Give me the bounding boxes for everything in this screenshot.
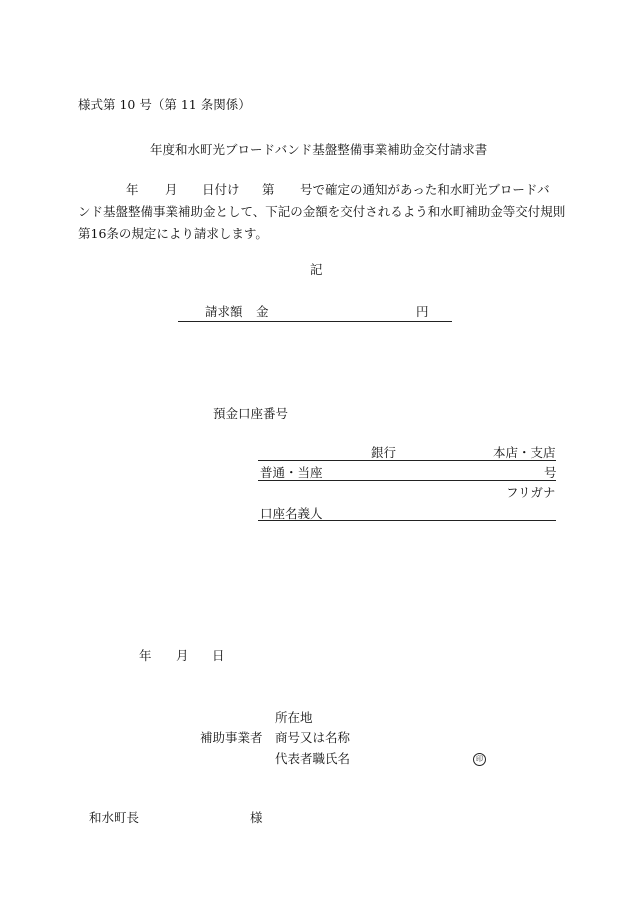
seal-mark: 印 [473,753,486,766]
bank-line-2 [258,480,556,481]
form-number: 様式第 10 号（第 11 条関係） [78,97,251,112]
addressee-name: 和水町長 [89,810,140,825]
body-line2: ンド基盤整備事業補助金として、下記の金額を交付されるよう和水町補助金等交付規則 [78,204,566,219]
request-kin: 金 [256,304,269,319]
bank-line-3 [258,520,556,521]
applicant-representative: 代表者職氏名 [275,751,351,766]
request-label: 請求額 [205,304,243,319]
body-line3: 第16条の規定により請求します。 [78,226,268,241]
addressee-sama: 様 [250,810,263,825]
bank-line-1 [258,460,556,461]
date-year: 年 [139,648,152,663]
date-day: 日 [212,648,225,663]
bank-branch: 本店・支店 [493,445,556,460]
bank-heading: 預金口座番号 [213,406,289,421]
body-day-dated: 日付け [202,182,240,197]
furigana-label: フリガナ [506,485,556,500]
account-number-suffix: 号 [544,465,557,480]
bank-suffix: 銀行 [371,445,397,460]
account-type: 普通・当座 [260,465,323,480]
account-holder-label: 口座名義人 [260,506,323,521]
applicant-label: 補助事業者 [200,730,263,745]
request-underline [178,321,452,322]
applicant-address: 所在地 [275,710,313,725]
body-dai: 第 [262,182,275,197]
ki-heading: 記 [310,262,323,277]
document-title: 年度和水町光ブロードバンド基盤整備事業補助金交付請求書 [150,142,488,157]
body-line1-rest: 号で確定の通知があった和水町光ブロードバ [300,182,550,197]
body-year: 年 [126,182,139,197]
date-month: 月 [176,648,189,663]
body-month: 月 [165,182,178,197]
applicant-name: 商号又は名称 [275,730,351,745]
request-yen: 円 [416,304,429,319]
